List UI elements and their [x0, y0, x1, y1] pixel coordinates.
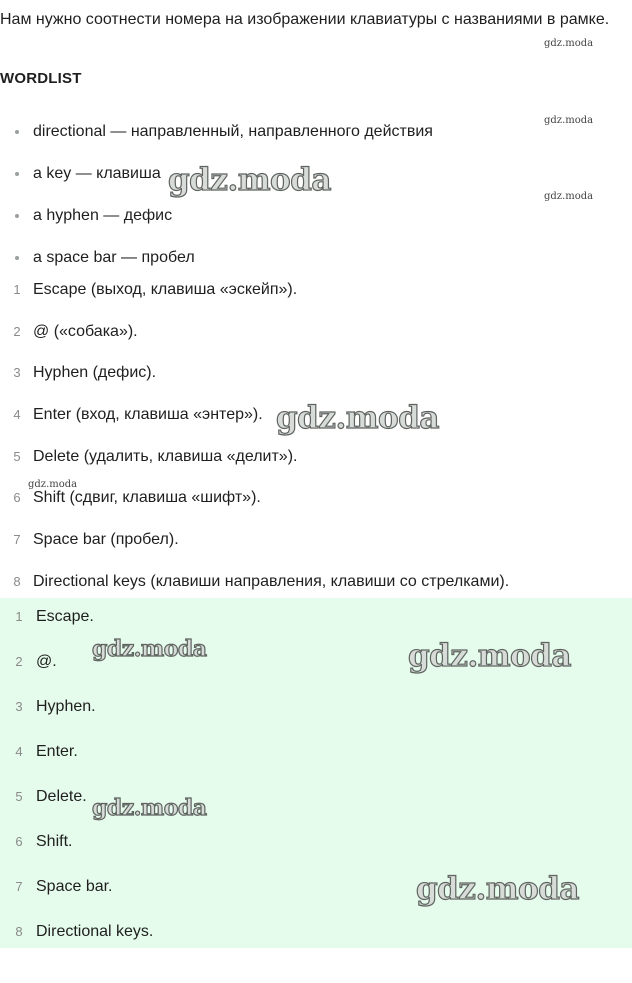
watermark-small: gdz.moda: [544, 115, 594, 126]
item-number: 7: [13, 532, 21, 548]
answer-text: Delete.: [36, 788, 87, 805]
item-number: 2: [13, 323, 21, 339]
item-number: 1: [15, 609, 23, 624]
item-number: 4: [15, 744, 23, 759]
key-list: [0, 269, 632, 603]
answer-text: @.: [36, 653, 57, 670]
bullet-icon: [15, 256, 19, 260]
watermark-large: gdz.moda: [168, 162, 331, 198]
item-number: 8: [15, 924, 23, 939]
item-number: 7: [15, 879, 23, 894]
answer-text: Shift.: [36, 833, 73, 850]
wordlist-item-text: a space bar — пробел: [33, 249, 195, 266]
key-list-item: [0, 561, 632, 603]
key-description: Shift (сдвиг, клавиша «шифт»).: [33, 489, 261, 507]
wordlist-item-text: directional — направленный, направленного действия: [33, 123, 433, 140]
key-description: Directional keys (клавиши направления, клавиши со стрелками).: [33, 572, 510, 590]
wordlist: [0, 112, 632, 280]
item-number: 8: [13, 573, 21, 589]
key-description: Escape (выход, клавиша «эскейп»).: [33, 281, 298, 298]
answer-item: [0, 913, 632, 958]
key-list-item: [0, 477, 632, 519]
key-description: Hyphen (дефис).: [33, 364, 157, 382]
key-list-item: [0, 436, 632, 478]
key-list-item: [0, 269, 632, 311]
key-description: Delete (удалить, клавиша «делит»).: [33, 447, 298, 465]
item-number: 3: [15, 699, 23, 714]
wordlist-item-text: a key — клавиша: [33, 165, 161, 182]
answer-list: [0, 598, 632, 958]
answer-text: Directional keys.: [36, 923, 154, 940]
item-number: 6: [15, 834, 23, 849]
answer-item: [0, 733, 632, 778]
watermark-large: gdz.moda: [276, 400, 439, 436]
wordlist-item: [0, 112, 632, 154]
key-list-item: [0, 311, 632, 353]
answer-item: [0, 778, 632, 823]
bullet-icon: [15, 130, 19, 134]
item-number: 5: [13, 448, 21, 464]
bullet-icon: [15, 214, 19, 218]
key-list-item: [0, 352, 632, 394]
answer-box: [0, 598, 632, 948]
item-number: 2: [15, 654, 23, 669]
wordlist-item: [0, 196, 632, 238]
answer-text: Space bar.: [36, 878, 113, 895]
answer-item: [0, 598, 632, 643]
watermark-large: gdz.moda: [408, 638, 571, 674]
key-description: Enter (вход, клавиша «энтер»).: [33, 406, 263, 424]
wordlist-item: [0, 154, 632, 196]
answer-text: Escape.: [36, 608, 94, 625]
key-description: Space bar (пробел).: [33, 531, 179, 549]
answer-item: [0, 643, 632, 688]
watermark-small: gdz.moda: [544, 191, 594, 202]
watermark-medium: gdz.moda: [92, 636, 207, 662]
wordlist-heading: WORDLIST: [0, 70, 82, 87]
task-description: Нам нужно соотнести номера на изображении клавиатуры с названиями в рамке.: [0, 11, 610, 28]
answer-text: Hyphen.: [36, 698, 96, 715]
wordlist-item-text: a hyphen — дефис: [33, 207, 173, 224]
key-description: @ («собака»).: [33, 322, 138, 340]
item-number: 1: [13, 282, 21, 297]
item-number: 3: [13, 365, 21, 381]
answer-item: [0, 688, 632, 733]
watermark-medium: gdz.moda: [92, 795, 207, 821]
item-number: 6: [13, 490, 21, 506]
item-number: 4: [13, 407, 21, 423]
watermark-large: gdz.moda: [416, 871, 579, 907]
answer-item: [0, 823, 632, 868]
bullet-icon: [15, 172, 19, 176]
answer-text: Enter.: [36, 743, 78, 760]
answer-item: [0, 868, 632, 913]
watermark-small: gdz.moda: [28, 479, 78, 490]
item-number: 5: [15, 789, 23, 804]
watermark-small: gdz.moda: [544, 38, 594, 49]
key-list-item: [0, 519, 632, 561]
key-list-item: [0, 394, 632, 436]
